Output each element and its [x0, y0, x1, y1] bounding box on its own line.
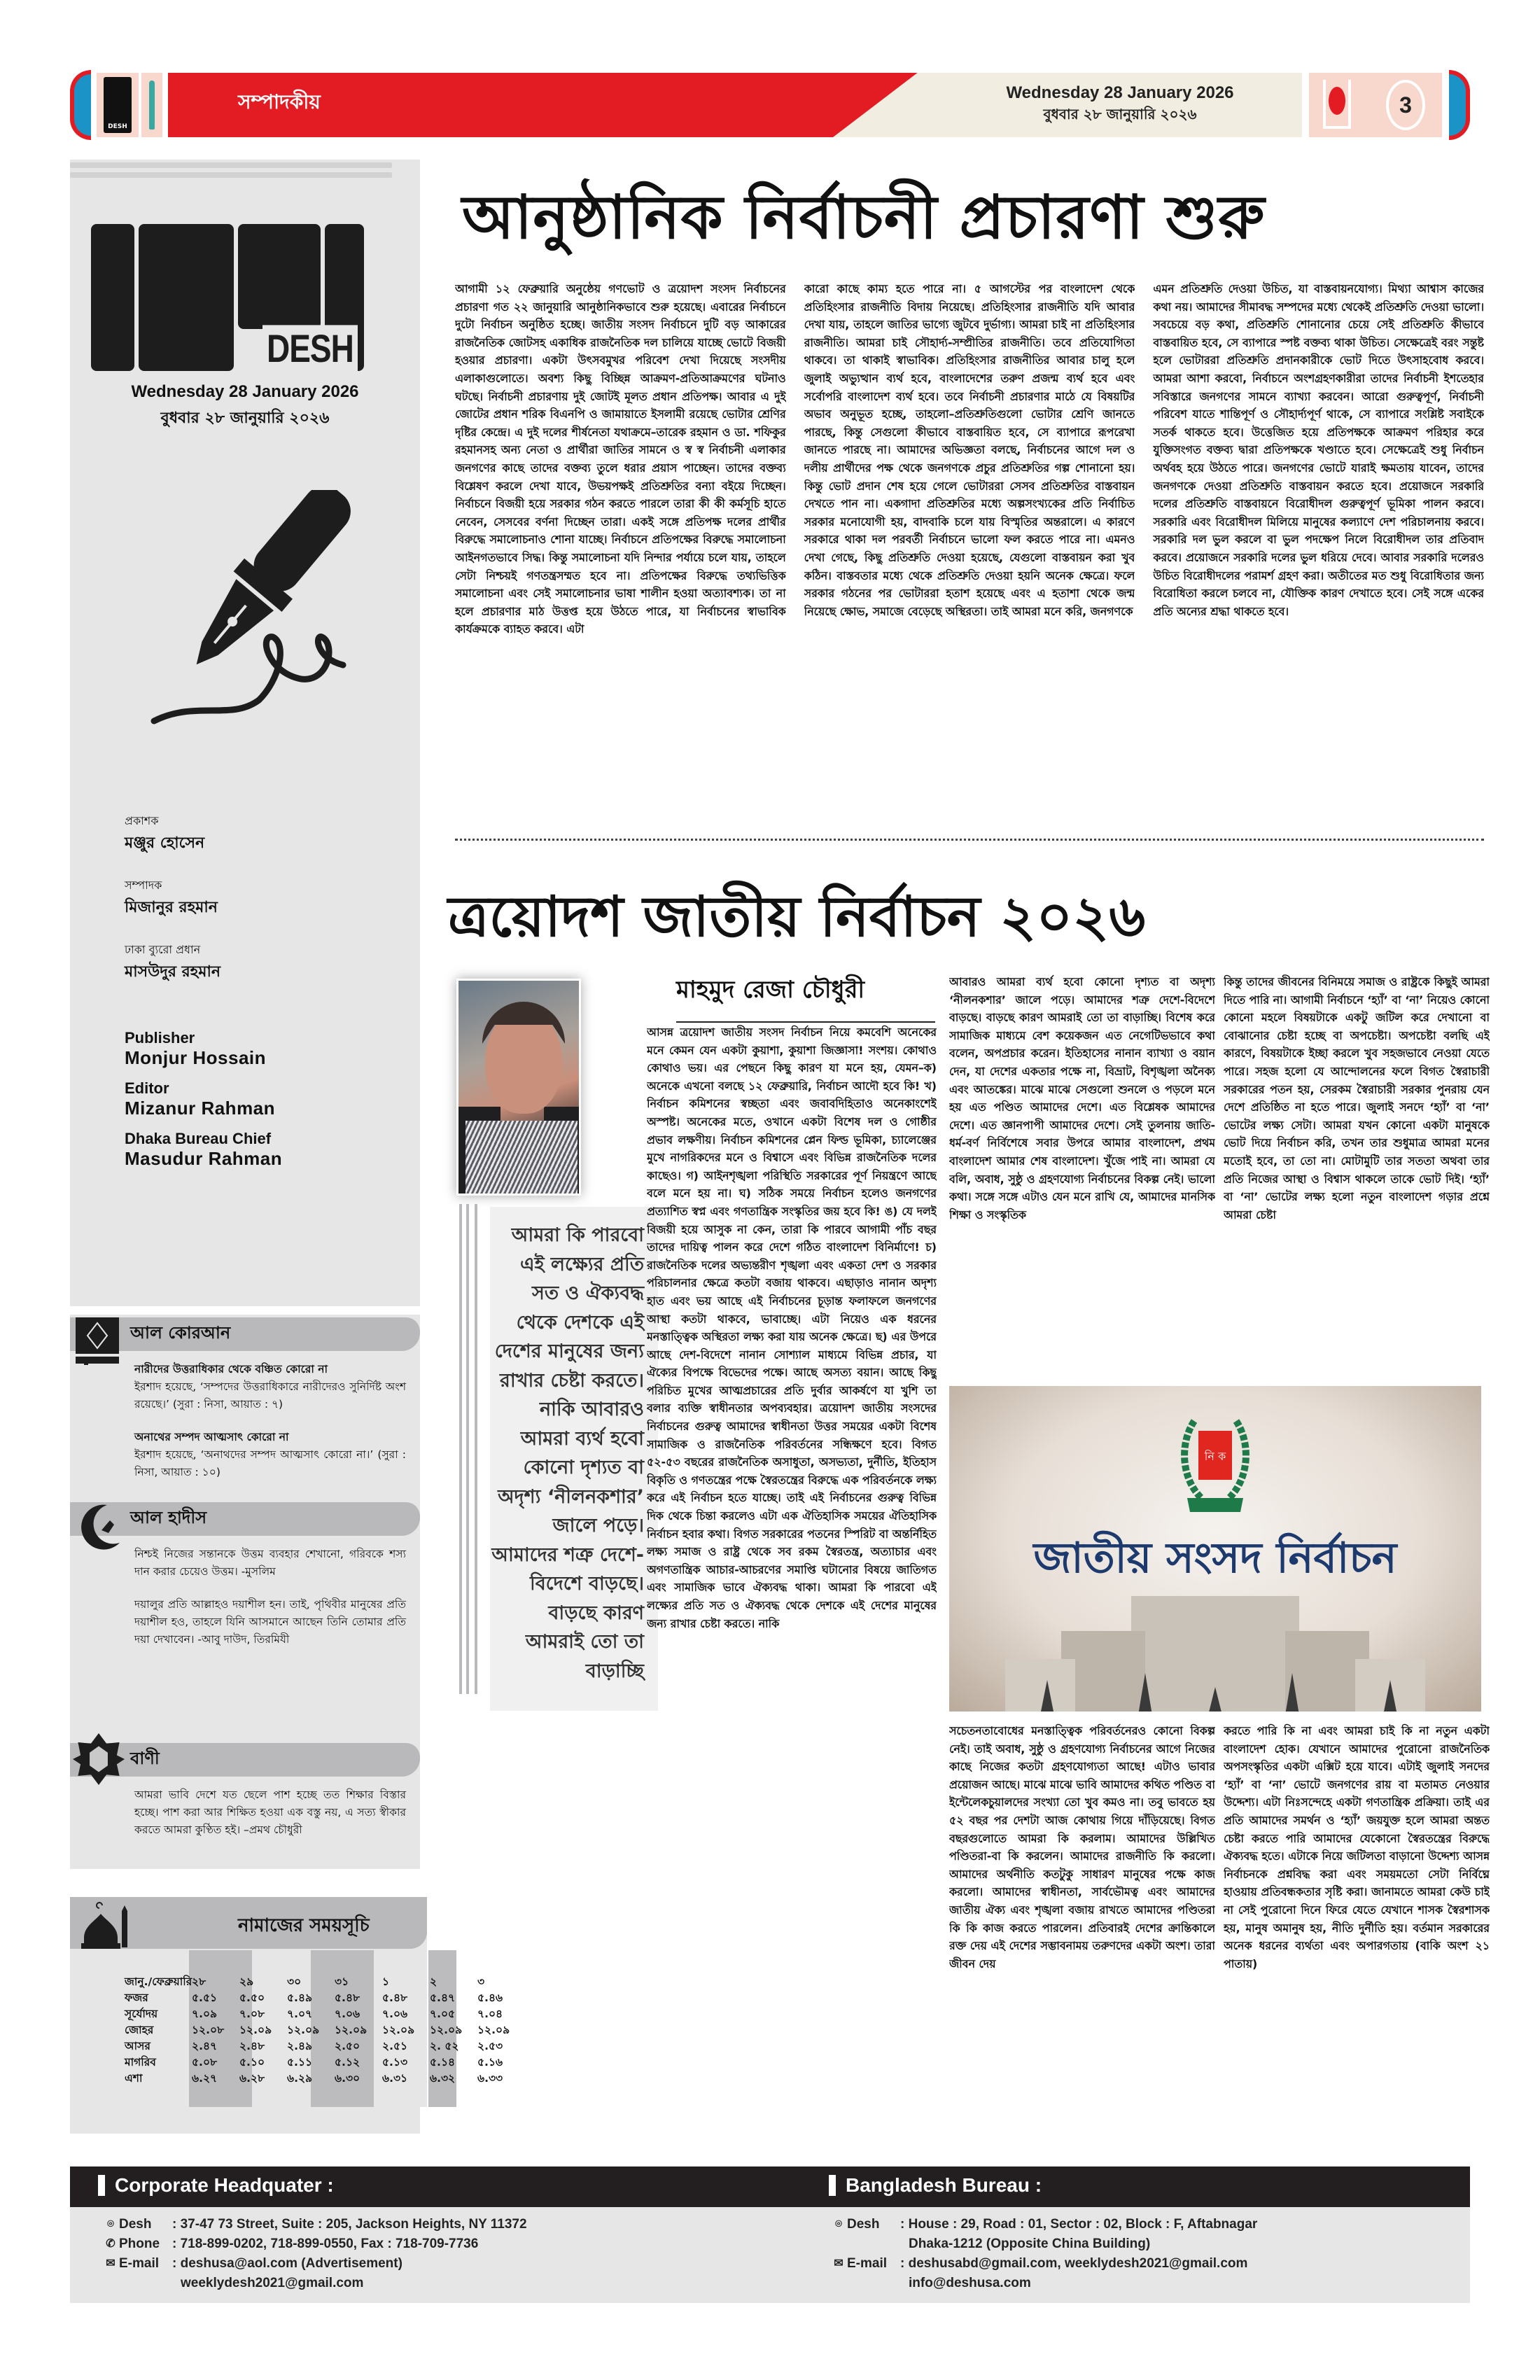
hadith-item: নিশ্চই নিজের সন্তানকে উত্তম ব্যবহার শেখানো, গরিবকে শস্য দান করার চেয়েও উত্তম। -মুসলিম	[134, 1548, 406, 1578]
article-column	[949, 973, 1215, 1428]
prayer-time: ৭.০৫	[430, 2008, 456, 2020]
prayer-time: ১২.০৯	[239, 2024, 272, 2036]
eight-point-star-icon	[73, 1733, 125, 1785]
credit-name-en: Monjur Hossain	[125, 1047, 267, 1068]
quran-item-heading: অনাথের সম্পদ আত্মসাৎ কোরো না	[134, 1431, 289, 1443]
article-headline: ত্রয়োদশ জাতীয় নির্বাচন ২০২৬	[448, 883, 1146, 949]
footer-bureau-details	[833, 2215, 1463, 2293]
author-photo	[456, 979, 581, 1196]
credit-label: ঢাকা ব্যুরো প্রধান	[125, 943, 201, 956]
prayer-name: ফজর	[125, 1991, 148, 2004]
prayer-time: ২.৫৩	[477, 2040, 503, 2052]
ballot-paper-icon	[1329, 87, 1345, 115]
editorial-text: কারো কাছে কাম্য হতে পারে না। ৫ আগস্টের পর বাংলাদেশ থেকে প্রতিহিংসার রাজনীতি বিদায় নিয়েছে। প্রতিহিংসার রাজনীতি যদি আবার দেখা যায়, তাহলে জাতির ভাগ্যে জুটবে দুর্ভাগ্য। আমরা চাই না প্রতিহিংসার রাজনীতি। আমরা চাই সৌহার্দ্য-সম্প্রীতির রাজনীতি। তবে প্রতিযোগিতা থাকবে। তা থাকাই স্বাভাবিক। প্রতিহিংসার রাজনীতির আবার চালু হলে জুলাই অভ্যুত্থান ব্যর্থ হবে, বাংলাদেশের তরুণ প্রজন্ম ব্যর্থ হবে এবং সর্বোপরি বাংলাদেশ ব্যর্থ হবে। তবে নির্বাচনী প্রচারণার মাঠে যে বিষয়টির অভাব অনুভূত হচ্ছে, তাহলো–প্রতিশ্রুতিগুলো ভোটার শ্রেণি জানতে পারছে, কিন্তু সেগুলো কীভাবে বাস্তবায়িত হবে, সে ব্যাপারে রূপরেখা জানতে পারছে না। আমাদের অভিজ্ঞতা বলছে, নির্বাচনের আগে দল ও দলীয় প্রার্থীদের পক্ষ থেকে জনগণকে প্রচুর প্রতিশ্রুতির গল্প শোনানো হয়। কিন্তু ভোট প্রদান শেষ হয়ে গেলে ভোটাররা সেসব প্রতিশ্রুতির বাস্তবায়ন দেখতে পান না। একগাদা প্রতিশ্রুতির মধ্যে অল্পসংখ্যকের প্রতি নির্বাচিত সরকার মনোযোগী হয়, বাদবাকি চলে যায় বিস্মৃতির অন্তরালে। এ কারণে সরকারে থাকা দল পরবর্তী নির্বাচনে ভালো ফল করতে পারে না। এমনও দেখা গেছে, কিছু প্রতিশ্রুতি দেওয়া হয়েছে, যেগুলো বাস্তবায়ন করা খুব কঠিন। বাস্তবতার মধ্যে থেকে প্রতিশ্রুতি দেওয়া হয়নি অনেক ক্ষেত্রে। ফলে সরকার গঠনের পর ভোটাররা হতাশ হয়েছে এবং এ হতাশা থেকে জন্ম নিয়েছে ক্ষোভ, সমাজে বেড়েছে অস্থিরতা। তাই আমরা মনে করি, জনগণকে	[804, 282, 1135, 618]
election-commission-image	[949, 1386, 1481, 1712]
prayer-name: মাগরিব	[125, 2056, 156, 2068]
fountain-pen-icon	[105, 490, 385, 756]
desh-logo-icon: DESH	[104, 77, 132, 133]
hadith-section	[70, 1502, 420, 1664]
credit-name-en: Masudur Rahman	[125, 1148, 283, 1169]
parliament-building-icon	[977, 1589, 1453, 1712]
prayer-time: ১২.০৯	[382, 2024, 415, 2036]
prayer-time: ৫.৪৬	[477, 1991, 503, 2004]
editorial-body	[455, 280, 1484, 826]
prayer-time: ৫.৫০	[239, 1991, 265, 2004]
masthead-date-bn: বুধবার ২৮ জানুয়ারি ২০২৬	[160, 410, 330, 427]
masthead-logo	[91, 224, 385, 371]
footer-label: Phone	[119, 2236, 160, 2251]
masthead-brand: DESH	[262, 325, 358, 372]
article-text: সচেতনতাবোধের মনস্তাত্ত্বিক পরিবর্তনেরও কোনো বিকল্প নেই। তাই অবাধ, সুষ্ঠু ও গ্রহণযোগ্য নির্বাচনের আগে নিজের কাছে নিজের কতটা গ্রহণযোগ্যতা আছে! এটাও ভাবার প্রয়োজন আছে। মাঝে মাঝে ভাবি আমাদের কথিত পণ্ডিত বা ইন্টেলেকচুয়ালদের সংখ্যা তো খুব কমও না। তবু ভাবতে হয় ৫২ বছর পর দেশটা আজ কোথায় গিয়ে দাঁড়িয়েছে। বিগত বছরগুলোতে আমরা কি করলাম। আমাদের উল্লিখিত পণ্ডিতরা-বা কি করলেন। আমাদের রাজনীতি কি করলো। আমাদের অর্থনীতি কতটুকু সাধারণ মানুষের পক্ষে কাজ করলো। আমাদের স্বাধীনতা, সার্বভৌমত্ব এবং আমাদের জাতীয় ঐক্য এবং শৃঙ্খলা বজায় রাখতে আমাদের পণ্ডিতরা কি কি কাজ করতে পারলেন। প্রতিবারই দেশের ক্রান্তিকালে রক্ত দেয় এই দেশের সম্ভাবনাময় তরুণদের একটা অংশ। তারা জীবন দেয়	[949, 1724, 1215, 1970]
credit-label-en: Editor	[125, 1079, 169, 1097]
editorial-text: আগামী ১২ ফেব্রুয়ারি অনুষ্ঠেয় গণভোট ও ত্রয়োদশ সংসদ নির্বাচনের প্রচারণা গত ২২ জানুয়ারি আনুষ্ঠানিকভাবে শুরু হয়েছে। এবারের নির্বাচনে দুটো নির্বাচন অনুষ্ঠিত হচ্ছে। জাতীয় সংসদ নির্বাচনে দুটি বড় আকারের রাজনৈতিক জোটসহ একাধিক রাজনৈতিক দল চালিয়ে যাচ্ছে ভোটে বিজয়ী হওয়ার প্রচারণা। একটা উৎসবমুখর পরিবেশ দেখা দিয়েছে সংসদীয় এলাকাগুলোতে। অবশ্য কিছু বিচ্ছিন্ন আক্রমণ-প্রতিআক্রমণের ঘটনাও ঘটছে। নির্বাচনী প্রচারণায় দুই জোটই মূলত প্রধান প্রতিপক্ষ। আবার এ দুই জোটের প্রধান শরিক বিএনপি ও জামায়াতে ইসলামী রয়েছে ভোটার শ্রেণির দৃষ্টির কেন্দ্রে। এ দুই দলের শীর্ষনেতা যথাক্রমে–তারেক রহমান ও ডা. শফিকুর রহমানসহ অন্য নেতা ও প্রার্থীরা জাতির সামনে ও স্ব স্ব নির্বাচনী এলাকার জনগণের কাছে তাদের বক্তব্য তুলে ধরার প্রয়াস পাচ্ছেন। তাদের বক্তব্য বিশ্লেষণ করলে দেখা যাবে, উভয়পক্ষই প্রতিশ্রুতির বন্যা বইয়ে দিচ্ছেন। নির্বাচনে বিজয়ী হয়ে সরকার গঠন করতে পারলে তারা কী কী কর্মসূচি হাতে নেবেন, সেসবের বর্ণনা দিচ্ছেন তারা। একই সঙ্গে প্রতিপক্ষ দলের প্রার্থীর বিরুদ্ধে সমালোচনাও শোনা যাচ্ছে। নির্বাচনে প্রতিপক্ষের বিরুদ্ধে সমালোচনা আইনগতভাবে সিদ্ধ। কিন্তু সমালোচনা যদি নিন্দার পর্যায়ে চলে যায়, তাহলে সেটা নিশ্চয়ই গণতন্ত্রসম্মত হবে না। প্রতিপক্ষের বিরুদ্ধে তথ্যভিত্তিক সমালোচনা এবং সেই সমালোচনার ভাষা শালীন হওয়া অত্যাবশ্যক। তা না হলে প্রচারণার মাঠ উত্তপ্ত হয়ে উঠতে পারে, যা নির্বাচনের স্বাভাবিক কার্যক্রমকে ব্যাহত করবে। এটা	[455, 282, 786, 636]
quran-item-text: ইরশাদ হয়েছে, ‘অনাথদের সম্পদ আত্মসাৎ কোরো না।’ (সুরা : নিসা, আয়াত : ১০)	[134, 1448, 406, 1478]
prayer-time: ৫.১৩	[382, 2056, 408, 2068]
prayer-time: ৭.০৪	[477, 2008, 503, 2020]
section-label: সম্পাদকীয়	[238, 90, 321, 113]
emblem-text: নি ক	[1204, 1450, 1226, 1463]
prayer-time: ৫.৫১	[192, 1991, 218, 2004]
footer-email[interactable]: : deshusabd@gmail.com, weeklydesh2021@gmail.com	[900, 2256, 1248, 2271]
election-commission-emblem-icon	[1173, 1414, 1257, 1519]
statue-of-liberty-icon	[141, 73, 162, 137]
editorial-column	[1153, 280, 1484, 826]
article-text: করতে পারি কি না এবং আমরা চাই কি না নতুন একটা বাংলাদেশ হোক। যেখানে আমাদের পুরোনো রাজনৈতিক অপসংস্কৃতির একটা এক্সিট হয়ে যাবে। এটাই জুলাই সনদের ‘হ্যাঁ’ বা ‘না’ ভোটে জনগণের রায় বা মতামত নেওয়ার উদ্দেশ্য। এটা নিঃসন্দেহে একটা গণতান্ত্রিক প্রক্রিয়া। তাই এর প্রতি আমাদের সমর্থন ও ‘হ্যাঁ’ জয়যুক্ত হলে আমরা অন্তত চেষ্টা করতে পারি আমাদের যেকোনো স্বৈরতন্ত্রের বিরুদ্ধে ঐক্যবদ্ধ হতে। এটাকে নিয়ে জটিলতা বাড়ানো উদ্দেশ্য আসন্ন নির্বাচনকে প্রশ্নবিদ্ধ করা এবং সময়মতো সেটা নির্বিঘ্নে হাওয়ায় প্রতিবন্ধকতার সৃষ্টি করা। জানামতে আমরা কেউ চাই না সেই পুরোনো দিনে ফিরে যেতে যেখানে শাসক স্বৈরশাসক হয়, মানুষ অমানুষ হয়, নীতি দুর্নীতি হয়। বর্তমান সরকারের অনেক ধরনের ব্যর্থতা এবং অপারগতায় (বাকি অংশ ২১ পাতায়)	[1224, 1724, 1490, 1970]
footer-address: Dhaka-1212 (Opposite China Building)	[909, 2236, 1151, 2251]
quran-section	[70, 1317, 420, 1497]
article-text: আবারও আমরা ব্যর্থ হবো কোনো দৃশ্যত বা অদৃশ্য ‘নীলনকশার’ জালে পড়ে। আমাদের শত্রু দেশে-বিদেশে বাড়ছে। বাড়ছে কারণ আমরাই তো তা বাড়াচ্ছি। বিশেষ করে সামাজিক মাধ্যমে বেশ কয়েকজন এত নেগেটিভভাবে কথা বলেন, অপপ্রচার করেন। ইতিহাসের নানান ব্যাখ্যা ও বয়ান দেন, যা দেশের একতার পক্ষে না, বিভ্রাট, বিশৃঙ্খলা অনৈক্য এবং আতঙ্কের। মাঝে মাঝে সেগুলো শুনলে ও পড়লে মনে হয় এত পণ্ডিত আমাদের দেশে। এত বিশ্লেষক আমাদের দেশে। এত জ্ঞানপাপী আমাদের দেশে। সেই তুলনায় জাতি-ধর্ম-বর্ণ নির্বিশেষে সবার উপরে আমার বাংলাদেশ, প্রথম বাংলাদেশ আমার শেষ বাংলাদেশ। খুঁজে পাই না। আমরা যে বলি, অবাধ, সুষ্ঠু ও গ্রহণযোগ্য নির্বাচনের বিকল্প নেই। ভালো কথা। সঙ্গে সঙ্গে এটাও যেন মনে রাখি যে, আমাদের মানসিক শিক্ষা ও সংস্কৃতিক	[949, 975, 1215, 1222]
footer-email[interactable]: info@deshusa.com	[909, 2276, 1031, 2290]
prayer-time: ৫.০৮	[192, 2056, 218, 2068]
prayer-time: ১২.০৯	[430, 2024, 463, 2036]
prayer-time: ৬.৩১	[382, 2072, 408, 2085]
article-column	[1224, 1722, 1490, 2142]
sidebar-top-rules	[70, 162, 392, 183]
prayer-time: ২.৪৭	[192, 2040, 218, 2052]
crescent-moon-icon	[71, 1502, 125, 1551]
prayer-col-header: ২৮	[192, 1975, 206, 1988]
article-column	[647, 1023, 937, 2142]
page-number: 3	[1386, 80, 1425, 130]
prayer-time: ৫.১২	[335, 2056, 360, 2068]
prayer-time: ৫.১১	[287, 2056, 313, 2068]
credit-name-en: Mizanur Rahman	[125, 1098, 276, 1119]
location-icon: ⌾	[835, 2218, 842, 2230]
page-header	[70, 70, 1470, 140]
credit-name: মাসউদুর রহমান	[125, 963, 220, 981]
credit-label: সম্পাদক	[125, 878, 162, 892]
email-icon: ✉	[834, 2258, 844, 2269]
header-right-cap	[1449, 70, 1470, 140]
prayer-name: আসর	[125, 2040, 150, 2052]
bani-section	[70, 1743, 420, 1854]
prayer-time: ৫.৪৮	[382, 1991, 408, 2004]
prayer-col-header: জানু./ফেব্রুয়ারি	[125, 1975, 192, 1988]
editorial-text: এমন প্রতিশ্রুতি দেওয়া উচিত, যা বাস্তবায়নযোগ্য। মিথ্যা আশ্বাস কাজের কথা নয়। আমাদের সীমাবদ্ধ সম্পদের মধ্যে থেকেই প্রতিশ্রুতি দেওয়া ভালো। সবচেয়ে বড় কথা, প্রতিশ্রুতি শোনানোর চেয়ে সেই প্রতিশ্রুতি কীভাবে বাস্তবায়িত হবে, সে ব্যাপারে স্পষ্ট বক্তব্য থাকা উচিত। সেক্ষেত্রেই বরং সন্তুষ্ট হলে ভোটাররা প্রতিশ্রুতি প্রদানকারীকে ভোট দিতে উৎসাহবোধ করবে। আমরা আশা করবো, নির্বাচনে অংশগ্রহণকারীরা তাদের নির্বাচনী ইশতেহার সবিস্তারে জনগণের সামনে ব্যাখ্যা করবেন। আরো গুরুত্বপূর্ণ, নির্বাচনী পরিবেশ যাতে শান্তিপূর্ণ ও সৌহার্দ্যপূর্ণ থাকে, সে ব্যাপারে সংশ্লিষ্ট সবাইকে সতর্ক থাকতে হবে। উত্তেজিত হয়ে প্রতিপক্ষকে আক্রমণ পরিহার করে যুক্তিসংগত বক্তব্য দ্বারা প্রতিপক্ষকে খণ্ডাতে হবে। সেক্ষেত্রেই শুধু নির্বাচন অর্থবহ হয়ে উঠতে পারে। জনগণের ভোটে যারাই ক্ষমতায় যাবেন, তাদের জনগণকে দেওয়া প্রতিশ্রুতি বাস্তবায়ন করতে হবে। প্রয়োজনে সরকারি দলের প্রতিশ্রুতি বাস্তবায়নে বিরোধীদল গুরুত্বপূর্ণ ভূমিকা পালন করবে। সরকারি এবং বিরোধীদল মিলিয়ে মানুষের কল্যাণে দেশ পরিচালনায় করবে। সরকারি দল ভুল করলে বা ভুল পদক্ষেপ নিলে বিরোধীদল তার প্রতিবাদ করবে। প্রয়োজনে সরকারি দলের ভুল ধরিয়ে দেবে। আবার সরকারি দলেরও উচিত বিরোধীদলের পরামর্শ গ্রহণ করা। অতীতের মত শুধু বিরোধিতার জন্য বিরোধিতা করলে চলবে না, যৌক্তিক কারণ দেখাতে হবে। সেই সঙ্গে একের প্রতি অন্যের শ্রদ্ধা থাকতে হবে।	[1153, 282, 1485, 618]
footer-hq-title	[98, 2174, 334, 2197]
staff-credits	[125, 812, 405, 1180]
prayer-time: ১২.০৮	[192, 2024, 225, 2036]
prayer-time: ৬.২৯	[287, 2072, 313, 2085]
prayer-time: ৫.৪৭	[430, 1991, 456, 2004]
prayer-time: ৬.২৭	[192, 2072, 218, 2085]
footer-email[interactable]: : deshusa@aol.com (Advertisement)	[172, 2256, 402, 2271]
footer-address: : 37-47 73 Street, Suite : 205, Jackson Heights, NY 11372	[172, 2217, 527, 2232]
footer-email[interactable]: weeklydesh2021@gmail.com	[181, 2276, 364, 2290]
sidebar-divider	[70, 1306, 420, 1315]
image-caption-title: জাতীয় সংসদ নির্বাচন	[1033, 1534, 1397, 1583]
header-left-cap	[70, 70, 91, 140]
mosque-icon	[80, 1898, 136, 1949]
credit-label: প্রকাশক	[125, 814, 159, 827]
location-icon: ⌾	[107, 2218, 114, 2230]
footer-bureau-title-text: Bangladesh Bureau :	[846, 2174, 1042, 2196]
editorial-column	[804, 280, 1135, 826]
prayer-col-header: ৩০	[287, 1975, 302, 1988]
credit-label-en: Dhaka Bureau Chief	[125, 1130, 272, 1147]
author-byline: মাহমুদ রেজা চৌধুরী	[676, 972, 935, 1023]
hadith-title: আল হাদীস	[70, 1502, 420, 1536]
prayer-time: ৬.৩০	[335, 2072, 360, 2085]
prayer-time: ৭.০৬	[382, 2008, 408, 2020]
prayer-time: ১২.০৯	[335, 2024, 368, 2036]
footer-address: : House : 29, Road : 01, Sector : 02, Block : F, Aftabnagar	[900, 2217, 1258, 2232]
prayer-time: ১২.০৯	[287, 2024, 320, 2036]
email-icon: ✉	[106, 2258, 115, 2269]
pull-quote: আমরা কি পারবো এই লক্ষ্যের প্রতি সত ও ঐক্যবদ্ধ থেকে দেশকে এই দেশের মানুষের জন্য রাখার চেষ্টা করতে। নাকি আবারও আমরা ব্যর্থ হবো কোনো দৃশ্যত বা অদৃশ্য ‘নীলনকশার’ জালে পড়ে। আমাদের শত্রু দেশে-বিদেশে বাড়ছে। বাড়ছে কারণ আমরাই তো তা বাড়াচ্ছি	[490, 1207, 658, 1711]
prayer-col-header: ২৯	[239, 1975, 254, 1988]
credit-name: মিজানুর রহমান	[125, 899, 218, 916]
prayer-time: ৬.৩৩	[477, 2072, 503, 2085]
quran-book-icon	[76, 1317, 120, 1366]
prayer-time: ২. ৫২	[430, 2040, 459, 2052]
article-text: আসন্ন ত্রয়োদশ জাতীয় সংসদ নির্বাচন নিয়ে কমবেশি অনেকের মনে কেমন যেন একটা কুয়াশা, কুয়াশা জিজ্ঞাসা! সংশয়। কোথাও কোথাও ভয়। এর পেছনে কিছু কারণ যা মনে হয়, যেমন–ক) অনেকে এখনো বলছে ১২ ফেব্রুয়ারি, নির্বাচন আদৌ হবে কি! খ) নির্বাচন কমিশনের স্বচ্ছতা এবং জবাবদিহিতাও অনেকাংশেই অস্পষ্ট। অনেকের মতে, ওখানে একটা বিশেষ দল ও গোষ্ঠীর প্রভাব লক্ষণীয়। নির্বাচন কমিশনের প্লেন ফিল্ড ভূমিকা, চ্যালেঞ্জের মুখে নাগরিকদের মনে ও বিশ্বাসে এবং বিভিন্ন রাজনৈতিক দলের কাছেও। গ) আইনশৃঙ্খলা পরিস্থিতি সরকারের পূর্ণ নিয়ন্ত্রণে আছে বলে মনে হয় না। ঘ) সঠিক সময়ে নির্বাচন হলেও জনগণের প্রত্যাশিত স্বপ্ন এবং গণতান্ত্রিক সংস্কৃতির জয় হবে কি! ঙ) যে দলই বিজয়ী হয়ে আসুক না কেন, তারা কি পারবে আগামী পাঁচ বছর তাদের দায়িত্ব পালন করে দেশে গঠিত বাংলাদেশ বিনির্মাণে! চ) রাজনৈতিক দলের অভ্যন্তরীণ শৃঙ্খলা এবং একতা দেশ ও সরকার পরিচালনার ক্ষেত্রে কতটা বজায় থাকবে। এছাড়াও নানান অদৃশ্য হাত এবং ভয় আছে এই নির্বাচনের চূড়ান্ত ফলাফলে জনগণের আস্থা কতটা থাকবে, ভাবাচ্ছে। এটা নিয়েও এক ধরনের মনস্তাত্ত্বিক অস্থিরতা লক্ষ্য করা যায় অনেক ক্ষেত্রে। ছ) এর উপরে আছে দেশ-বিদেশে নানান সোশ্যাল মাধ্যমে বিভিন্ন প্রচার, যা ঐক্যের বিপক্ষে বিভেদের পক্ষে। আছে অসত্য বয়ান। আছে কিছু পরিচিত মুখের আত্মপ্রচারের প্রতি দুর্বার আকর্ষণে যা খুশি তা বলার ব্যক্তি স্বাধীনতার অপব্যবহার। ত্রয়োদশ জাতীয় সংসদের নির্বাচনের গুরুত্ব আমাদের স্বাধীনতা উত্তর সময়ের একটা বিশেষ সামাজিক ও রাজনৈতিক পরিবর্তনের সন্ধিক্ষণে হবে। বিগত ৫২-৫৩ বছরের রাজনৈতিক অসাধুতা, অসভ্যতা, দুর্নীতি, ইতিহাস বিকৃতি ও গণতন্ত্রের পক্ষে স্বৈরতন্ত্রের বিরুদ্ধে এক পরিবর্তনকে লক্ষ্য করে এই নির্বাচন হতে যাচ্ছে। তাই এই নির্বাচনের গুরুত্ব বিভিন্ন দিক থেকে চিন্তা করলেও এটা এক ঐতিহাসিক সময়ের ঐতিহাসিক নির্বাচন হবার কথা। বিগত সরকারের পতনের স্পিরিট বা অন্তর্নিহিত লক্ষ্য সমাজ ও রাষ্ট্র থেকে সব রকম স্বৈরতন্ত্র, অত্যাচার এবং অগণতান্ত্রিক আচার-আচরণের সমাপ্তি ঘটানোর বিষয়ে জাতিগত এবং সামাজিক ভাবে ঐক্যবদ্ধ থাকা। আমরা কি পারবো এই লক্ষ্যের প্রতি সত ও ঐক্যবদ্ধ থেকে দেশকে এই দেশের মানুষের জন্য রাখার চেষ্টা করতে। নাকি	[647, 1026, 937, 1630]
prayer-time: ৫.১৬	[477, 2056, 503, 2068]
article-column	[1224, 973, 1490, 1428]
prayer-time: ২.৫০	[335, 2040, 360, 2052]
prayer-name: এশা	[125, 2072, 143, 2085]
prayer-time: ৫.১৪	[430, 2056, 456, 2068]
footer-bureau-title	[829, 2174, 1042, 2197]
footer-label: E-mail	[119, 2256, 160, 2271]
credit-label-en: Publisher	[125, 1029, 195, 1046]
pull-quote-rule	[466, 1204, 469, 1694]
prayer-times-table	[125, 1974, 525, 2087]
header-date-bn: বুধবার ২৮ জানুয়ারি ২০২৬	[1043, 106, 1197, 122]
article-text: কিন্তু তাদের জীবনের বিনিময়ে সমাজ ও রাষ্ট্রকে কিছুই আমরা দিতে পারি না। আগামী নির্বাচনে ‘হ্যাঁ’ বা ‘না’ নিয়েও কোনো কোনো মহলে বিষয়টাকে একটু জটিল করে দেখানো বা বোঝানোর চেষ্টা হচ্ছে বা অপচেষ্টা। অপচেষ্টা বলছি এই কারণে, বিষয়টাকে ইচ্ছা করলে খুব সহজভাবে নেওয়া যেতে পারে। সহজ হলো যে আন্দোলনের ফলে বিগত স্বৈরাচারী সরকারের পতন হয়, সেরকম স্বৈরাচারী সরকার পুনরায় যেন দেশে প্রতিষ্ঠিত না হতে পারে। জুলাই সনদে ‘হ্যাঁ’ বা ‘না’ ভোটের লক্ষ্য সেটা। আমরা যখন কোনো একটা মানুষকে ভোট দিয়ে নির্বাচন করি, তখন তার শুধুমাত্র আমরা মনের মতোই হবে, তা তো না। মোটামুটি তার সততা অথবা তার প্রতি নিজের আস্থা ও বিশ্বাস থাকলে তাকে ভোট দিই। ‘হ্যাঁ’ বা ‘না’ ভোটের লক্ষ্য হলো নতুন বাংলাদেশ গড়ার প্রশ্নে আমরা চেষ্টা	[1224, 975, 1490, 1222]
masthead-date-en: Wednesday 28 January 2026	[131, 382, 359, 401]
footer-hq-title-text: Corporate Headquater :	[115, 2174, 334, 2196]
quran-title: আল কোরআন	[70, 1317, 420, 1351]
prayer-col-header: ২	[430, 1975, 438, 1988]
prayer-time: ৫.১০	[239, 2056, 265, 2068]
footer-hq-details	[105, 2215, 791, 2293]
quran-item-text: ইরশাদ হয়েছে, ‘সম্পদের উত্তরাধিকারে নারীদেরও সুনির্দিষ্ট অংশ রয়েছে।’ (সুরা : নিসা, আয়াত : ৭)	[134, 1380, 406, 1410]
article-column	[949, 1722, 1215, 2142]
prayer-name: জোহর	[125, 2024, 154, 2036]
footer-phone: : 718-899-0202, 718-899-0550, Fax : 718-709-7736	[172, 2236, 479, 2251]
credit-name: মঞ্জুর হোসেন	[125, 834, 205, 852]
prayer-times-title: নামাজের সময়সূচি	[238, 1915, 370, 1936]
prayer-col-header: ৩	[477, 1975, 485, 1988]
editorial-headline: আনুষ্ঠানিক নির্বাচনী প্রচারণা শুরু	[462, 182, 1266, 253]
footer-label: Desh	[119, 2217, 152, 2232]
prayer-time: ৭.০৭	[287, 2008, 313, 2020]
dotted-divider	[455, 839, 1484, 841]
prayer-col-header: ১	[382, 1975, 390, 1988]
prayer-time: ২.৫১	[382, 2040, 408, 2052]
quran-item-heading: নারীদের উত্তরাধিকার থেকে বঞ্চিত কোরো না	[134, 1363, 328, 1376]
prayer-time: ৫.৪৮	[335, 1991, 360, 2004]
prayer-time: ৭.০৮	[239, 2008, 265, 2020]
bani-quote: আমরা ভাবি দেশে যত ছেলে পাশ হচ্ছে তত শিক্ষার বিস্তার হচ্ছে। পাশ করা আর শিক্ষিত হওয়া এক বস্তু নয়, এ সত্য স্বীকার করতে আমরা কুণ্ঠিত হই। –প্রমথ চৌধুরী	[134, 1788, 406, 1836]
header-date	[945, 83, 1295, 125]
prayer-time: ১২.০৯	[477, 2024, 510, 2036]
prayer-time: ৬.৩২	[430, 2072, 456, 2085]
prayer-time: ৭.০৬	[335, 2008, 360, 2020]
prayer-time: ৬.২৮	[239, 2072, 265, 2085]
prayer-time: ৫.৪৯	[287, 1991, 313, 2004]
prayer-col-header: ৩১	[335, 1975, 349, 1988]
header-logo[interactable]	[97, 73, 139, 137]
prayer-time: ৭.০৯	[192, 2008, 218, 2020]
editorial-column	[455, 280, 786, 826]
footer-label: Desh	[847, 2217, 880, 2232]
prayer-time: ২.৪৯	[287, 2040, 313, 2052]
footer-label: E-mail	[847, 2256, 888, 2271]
phone-icon: ✆	[106, 2238, 115, 2250]
prayer-name: সূর্যোদয়	[125, 2008, 158, 2020]
hadith-item: দয়ালুর প্রতি আল্লাহও দয়াশীল হন। তাই, পৃথিবীর মানুষের প্রতি দয়াশীল হও, তাহলে যিনি আসমানে আছেন তিনি তোমার প্রতি দয়া দেখাবেন। -আবু দাউদ, তিরমিযী	[134, 1598, 406, 1646]
prayer-time: ২.৪৮	[239, 2040, 265, 2052]
bani-title: বাণী	[70, 1743, 420, 1777]
header-date-en: Wednesday 28 January 2026	[1006, 83, 1234, 102]
